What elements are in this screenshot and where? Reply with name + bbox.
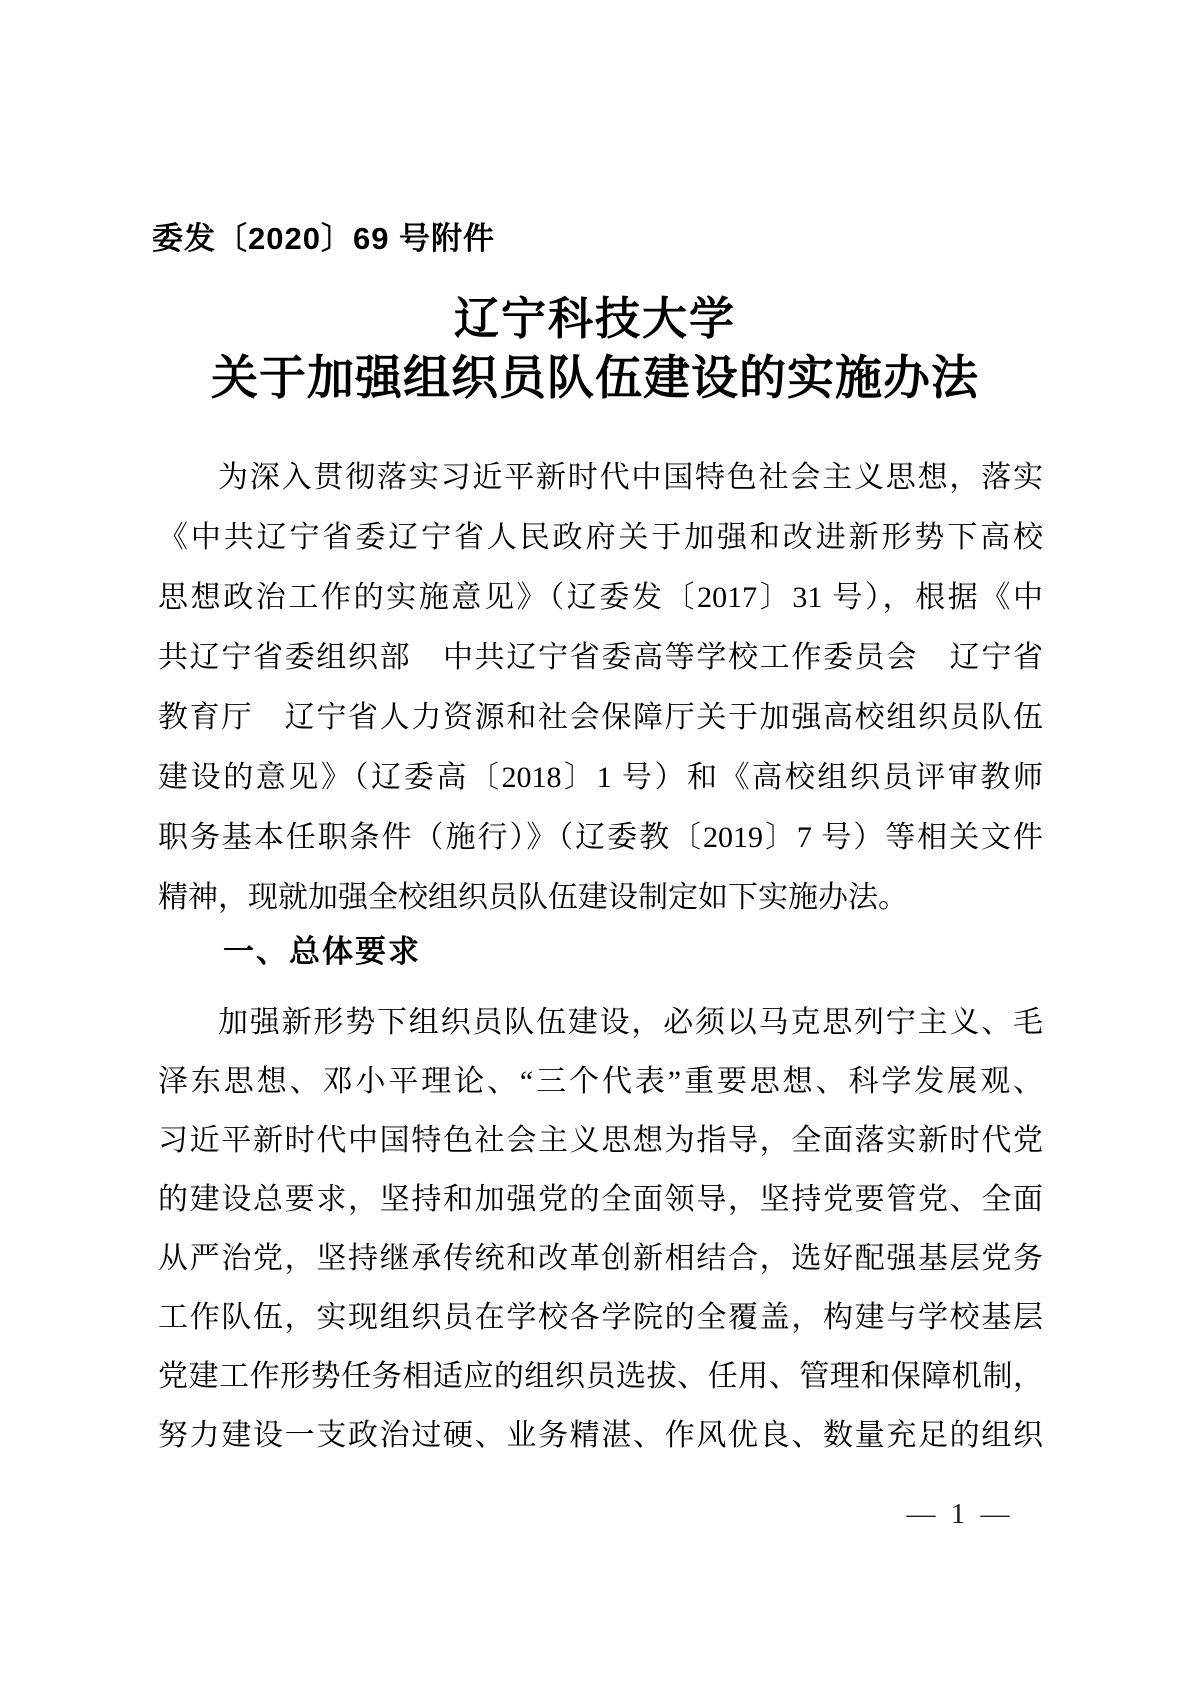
body-line: 为深入贯彻落实习近平新时代中国特色社会主义思想，落实 — [218, 461, 1043, 494]
body-line: 习近平新时代中国特色社会主义思想为指导，全面落实新时代党 — [158, 1124, 1043, 1157]
doc-title-line1: 辽宁科技大学 — [453, 294, 736, 344]
body-line: 泽东思想、邓小平理论、“三个代表”重要思想、科学发展观、 — [158, 1065, 1043, 1098]
body-line: 教育厅 辽宁省人力资源和社会保障厅关于加强高校组织员队伍 — [158, 701, 1043, 734]
body-line: 职务基本任职条件（施行）》（辽委教〔2019〕7 号）等相关文件 — [158, 821, 1043, 854]
paragraph-general-requirements — [158, 993, 1043, 1465]
body-line: 建设的意见》（辽委高〔2018〕1 号）和《高校组织员评审教师 — [158, 761, 1043, 794]
body-line: 思想政治工作的实施意见》（辽委发〔2017〕31 号），根据《中 — [158, 581, 1043, 614]
body-line: 党建工作形势任务相适应的组织员选拔、任用、管理和保障机制， — [158, 1360, 1043, 1393]
body-line: 的建设总要求，坚持和加强党的全面领导，坚持党要管党、全面 — [158, 1183, 1043, 1216]
page-number: — 1 — — [906, 1498, 1014, 1530]
body-line: 加强新形势下组织员队伍建设，必须以马克思列宁主义、毛 — [218, 1006, 1043, 1039]
body-line: 《中共辽宁省委辽宁省人民政府关于加强和改进新形势下高校 — [158, 521, 1043, 554]
doc-reference-number: 委发〔2020〕69 号附件 — [152, 221, 496, 256]
paragraph-intro — [158, 448, 1043, 928]
section-heading-1: 一、总体要求 — [223, 934, 421, 969]
body-line: 精神，现就加强全校组织员队伍建设制定如下实施办法。 — [158, 881, 908, 914]
doc-title-line2: 关于加强组织员队伍建设的实施办法 — [211, 353, 979, 405]
body-line: 共辽宁省委组织部 中共辽宁省委高等学校工作委员会 辽宁省 — [158, 641, 1043, 674]
body-line: 工作队伍，实现组织员在学校各学院的全覆盖，构建与学校基层 — [158, 1301, 1043, 1334]
body-line: 从严治党，坚持继承传统和改革创新相结合，选好配强基层党务 — [158, 1242, 1043, 1275]
body-line: 努力建设一支政治过硬、业务精湛、作风优良、数量充足的组织 — [158, 1419, 1043, 1452]
